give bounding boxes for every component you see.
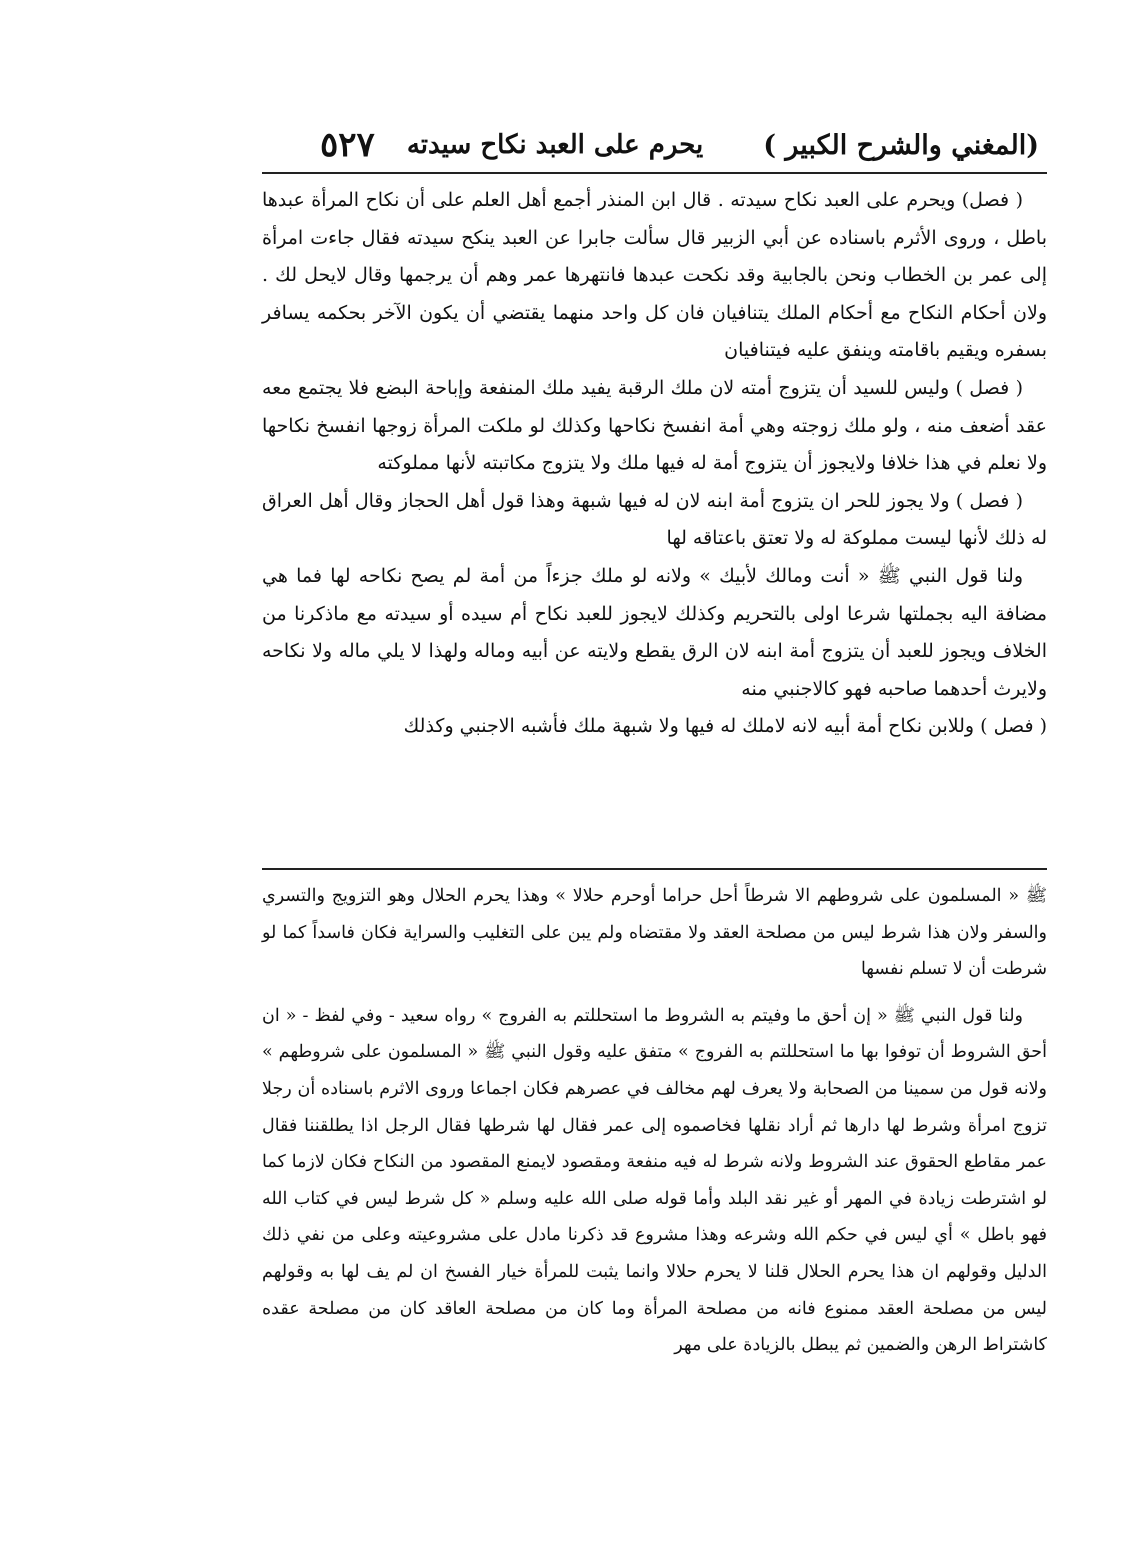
header-rule	[262, 172, 1047, 174]
commentary-text	[262, 878, 1047, 1478]
main-paragraph: ( فصل ) وليس للسيد أن يتزوج أمته لان ملك الرقبة يفيد ملك المنفعة وإباحة البضع فلا يجتمع معه عقد أضعف منه ، ولو ملك زوجته وهي أمة انفسخ نكاحها وكذلك لو ملكت المرأة زوجها انفسخ نكاحها ولا نعلم في هذا خلافا ولايجوز أن يتزوج أمة له فيها ملك ولا يتزوج مكاتبته لأنها مملوكته	[262, 376, 1047, 475]
commentary-paragraph: ولنا قول النبي ﷺ « إن أحق ما وفيتم به الشروط ما استحللتم به الفروج » رواه سعيد - وفي لفظ - « ان أحق الشروط أن توفوا بها ما استحللتم به الفروج » متفق عليه وقول النبي ﷺ « المسلمون على شروطهم » ولانه قول من سمينا من الصحابة ولا يعرف لهم مخالف في عصرهم فكان اجماعا وروى الاثرم باسناده أن رجلا تزوج امرأة وشرط لها دارها ثم أراد نقلها فخاصموه إلى عمر فقال لها شرطها فقال الرجل اذا يطلقننا فقال عمر مقاطع الحقوق عند الشروط ولانه شرط له فيه منفعة ومقصود لايمنع المقصود من النكاح فكان لازما كما لو اشترطت زيادة في المهر أو غير نقد البلد وأما قوله صلى الله عليه وسلم « كل شرط ليس في كتاب الله فهو باطل » أي ليس في حكم الله وشرعه وهذا مشروع قد ذكرنا مادل على مشروعيته وعلى من نفي ذلك الدليل وقولهم ان هذا يحرم الحلال قلنا لا يحرم حلالا وانما يثبت للمرأة خيار الفسخ ان لم يف لها به وقولهم ليس من مصلحة العقد ممنوع فانه من مصلحة المرأة وما كان من مصلحة العاقد كان من مصلحة عقده كاشتراط الرهن والضمين ثم يبطل بالزيادة على مهر	[262, 1005, 1047, 1356]
main-paragraph: ( فصل ) وللابن نكاح أمة أبيه لانه لاملك له فيها ولا شبهة ملك فأشبه الاجنبي وكذلك	[403, 715, 1047, 738]
running-header	[270, 122, 1039, 168]
main-paragraph: ( فصل ) ولا يجوز للحر ان يتزوج أمة ابنه لان له فيها شبهة وهذا قول أهل الحجاز وقال أهل العراق له ذلك لأنها ليست مملوكة له ولا تعتق باعتاقه لها	[262, 489, 1047, 550]
main-paragraph: ولنا قول النبي ﷺ « أنت ومالك لأبيك » ولانه لو ملك جزءاً من أمة لم يصح نكاحه لها فما هي مضافة اليه بجملتها شرعا اولى بالتحريم وكذلك لايجوز للعبد نكاح أم سيده أو سيدته مع ماذكرنا من الخلاف ويجوز للعبد أن يتزوج أمة ابنه لان الرق يقطع ولايته عن أبيه وماله ولهذا لا يلي ماله ولا نكاحه ولايرث أحدهما صاحبه فهو كالاجنبي منه	[262, 564, 1047, 700]
book-title: (المغني والشرح الكبير )	[763, 129, 1039, 161]
section-divider	[262, 868, 1047, 870]
page-number: ٥٢٧	[320, 125, 375, 165]
main-paragraph: ( فصل) ويحرم على العبد نكاح سيدته . قال ابن المنذر أجمع أهل العلم على أن نكاح المرأة عبدها باطل ، وروى الأثرم باسناده عن أبي الزبير قال سألت جابرا عن العبد ينكح سيدته فقال جاءت امرأة إلى عمر بن الخطاب ونحن بالجابية وقد نكحت عبدها فانتهرها عمر وهم أن يرجمها وقال لايحل لك . ولان أحكام النكاح مع أحكام الملك يتنافيان فان كل واحد منهما يقتضي أن يكون الآخر بحكمه يسافر بسفره ويقيم باقامته وينفق عليه فيتنافيان	[262, 189, 1047, 362]
commentary-paragraph: ﷺ « المسلمون على شروطهم الا شرطاً أحل حراما أوحرم حلالا » وهذا يحرم الحلال وهو التزويج والتسري والسفر ولان هذا شرط ليس من مصلحة العقد ولا مقتضاه ولم يبن على التغليب والسراية فكان فاسداً كما لو شرطت أن لا تسلم نفسها	[262, 886, 1047, 980]
paragraph-gap	[262, 988, 1047, 998]
chapter-title: يحرم على العبد نكاح سيدته	[406, 130, 704, 160]
main-text	[262, 182, 1047, 860]
